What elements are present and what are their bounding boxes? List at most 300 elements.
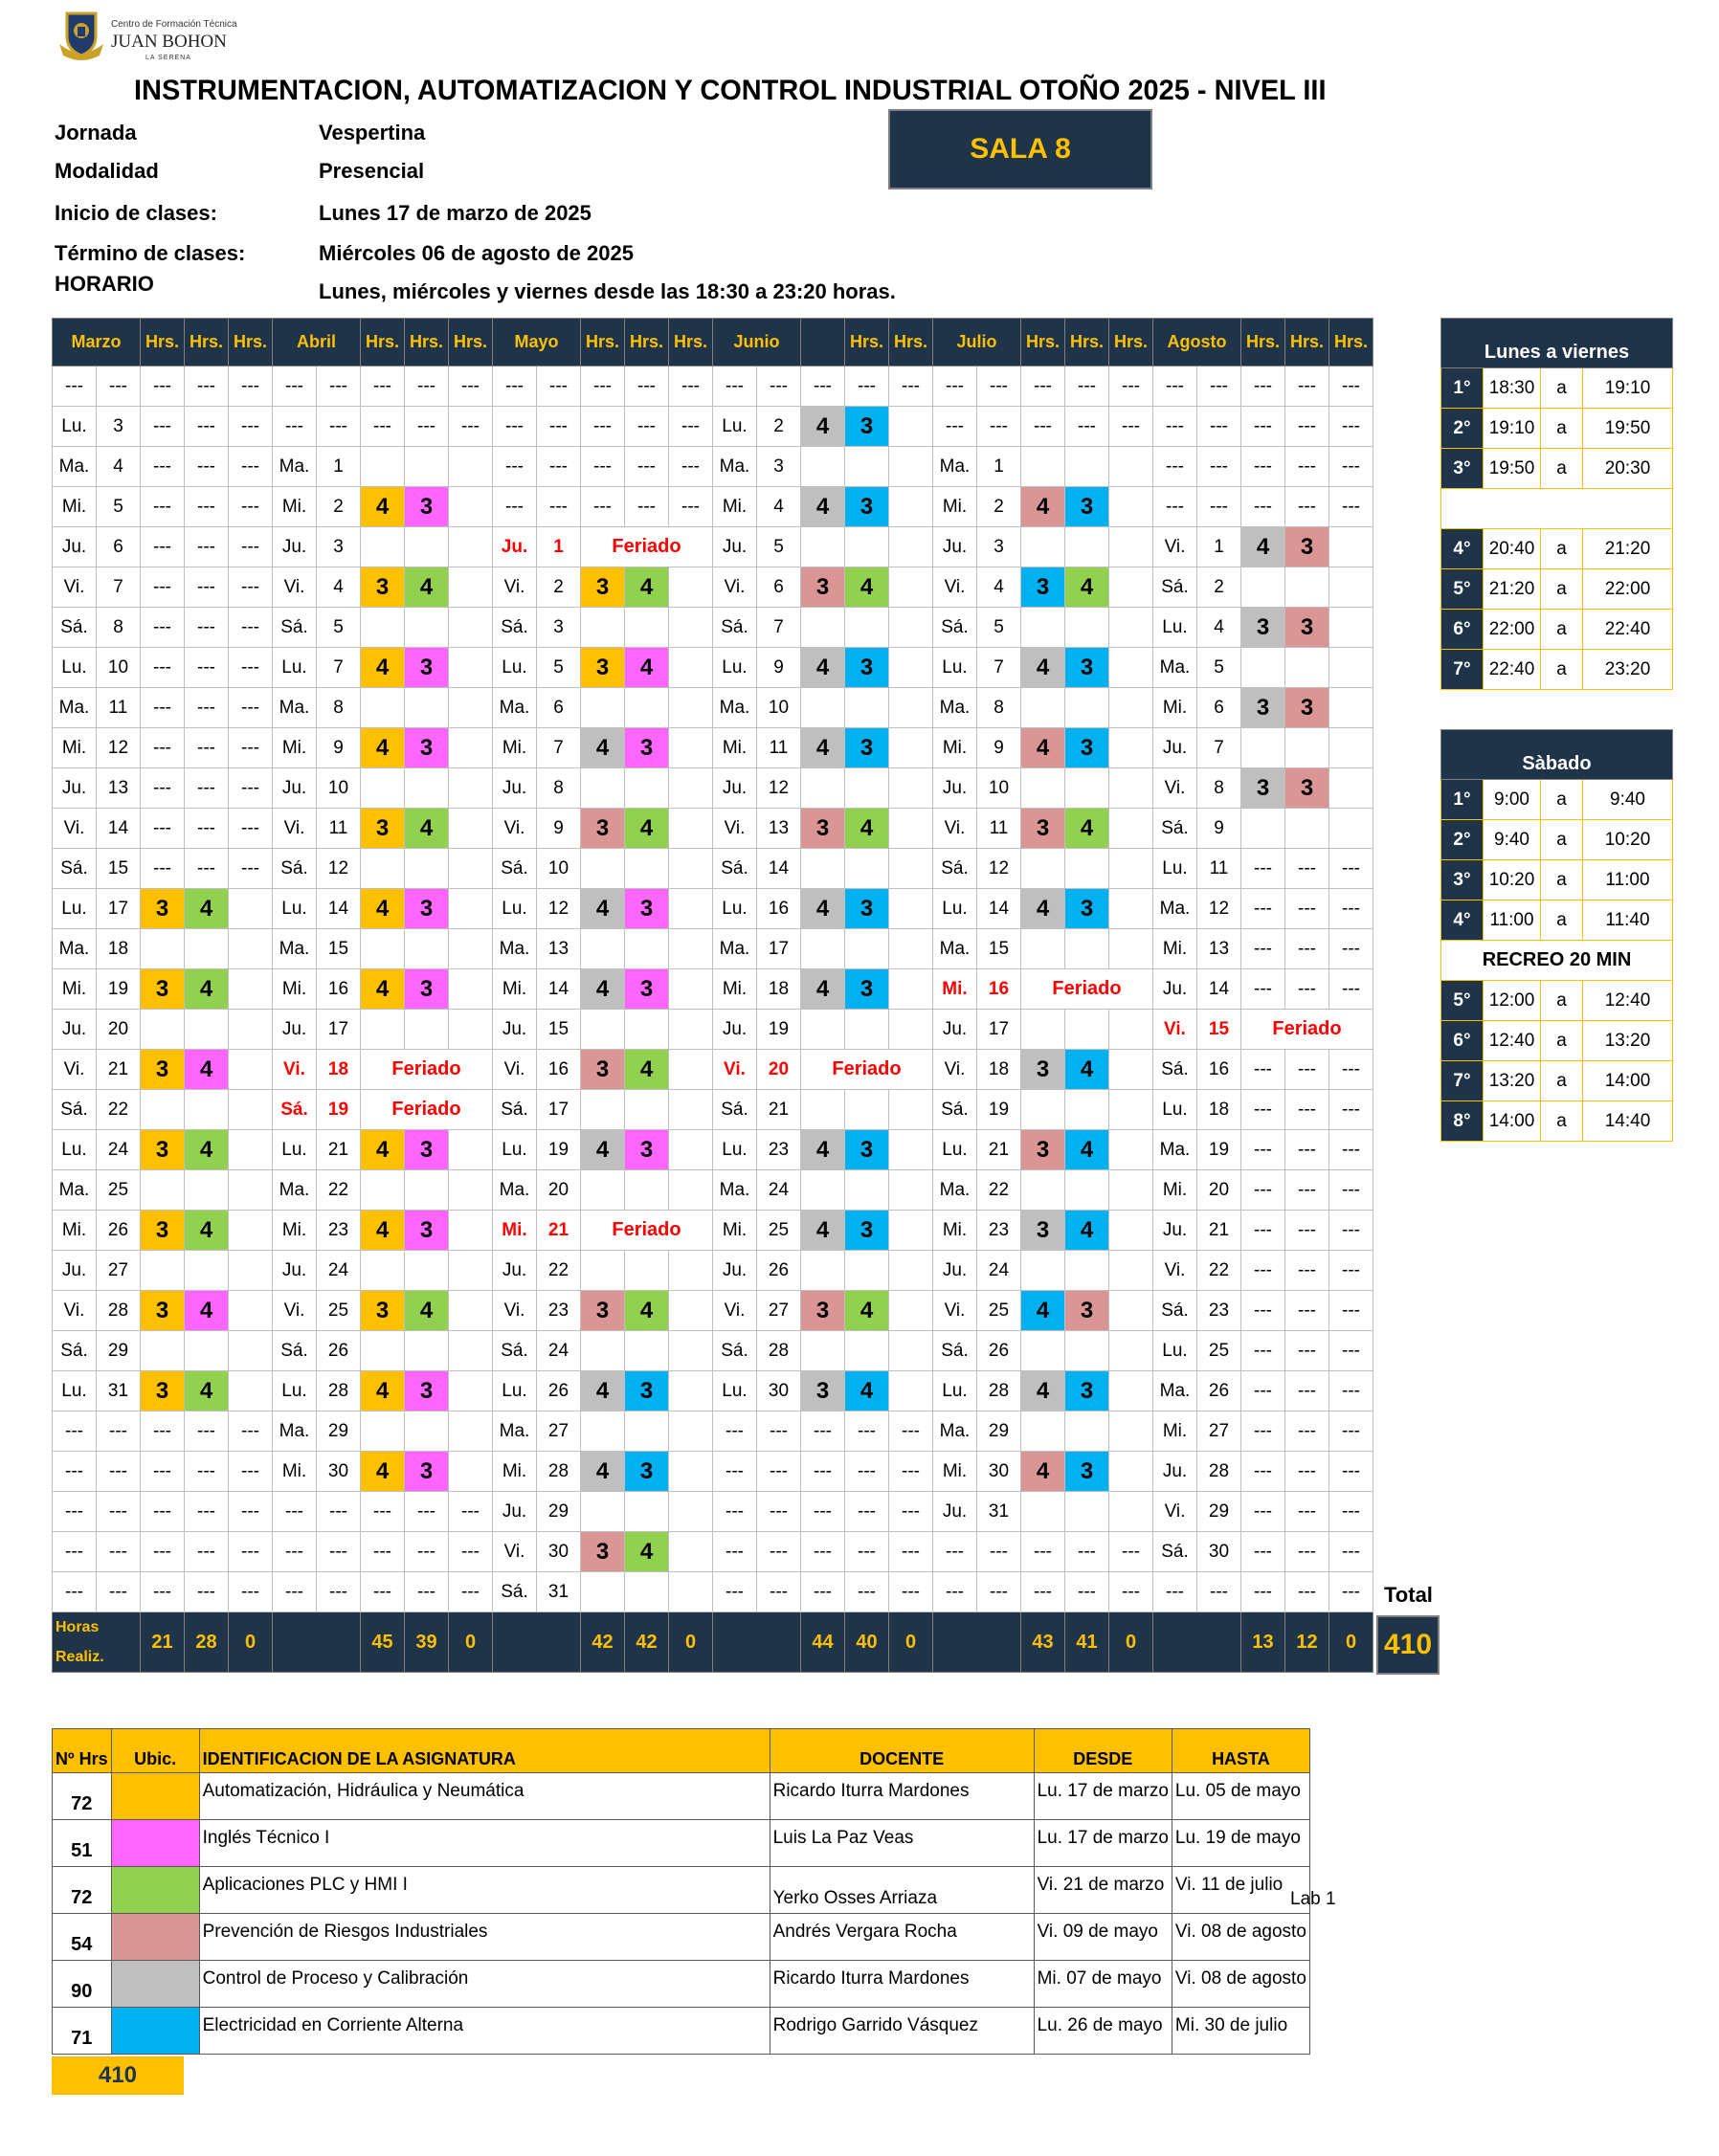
day-name: --- [933, 407, 977, 447]
class-hours: --- [1285, 849, 1329, 889]
day-name: --- [273, 1492, 317, 1532]
day-name: Sá. [493, 608, 537, 648]
class-hours [1065, 1492, 1109, 1532]
class-hours: --- [1329, 1331, 1373, 1371]
hours-column-header: Hrs. [405, 319, 449, 367]
subject-name: Inglés Técnico I [199, 1820, 770, 1867]
subject-color-swatch [111, 1773, 199, 1820]
class-hours-block: 4 [625, 648, 669, 688]
class-hours: --- [229, 367, 273, 407]
day-number: 1 [1197, 527, 1241, 567]
day-number: 11 [977, 809, 1021, 849]
class-hours: --- [229, 768, 273, 809]
class-hours: --- [1329, 1090, 1373, 1130]
class-hours [1109, 648, 1153, 688]
info-value-horario: Lunes, miércoles y viernes desde las 18:30 a 23:20 horas. [319, 279, 896, 303]
period-end: 10:20 [1583, 820, 1673, 860]
schedule-row [1441, 780, 1673, 820]
class-hours [449, 567, 493, 608]
totals-label-cell [933, 1612, 1021, 1673]
class-hours: --- [1329, 1050, 1373, 1090]
hours-column-header: Hrs. [229, 319, 273, 367]
day-name: Ju. [933, 527, 977, 567]
day-number: 11 [1197, 849, 1241, 889]
class-hours-block: 4 [185, 889, 229, 929]
day-number: 5 [97, 487, 141, 527]
period-number: 1° [1441, 780, 1484, 820]
class-hours [889, 1170, 933, 1211]
class-hours [449, 728, 493, 768]
holiday-day: Vi. [273, 1050, 317, 1090]
info-value-termino: Miércoles 06 de agosto de 2025 [319, 241, 634, 265]
class-hours [449, 969, 493, 1010]
subject-hours: 72 [53, 1867, 112, 1914]
class-hours [1065, 768, 1109, 809]
class-hours [185, 1010, 229, 1050]
class-hours [845, 1090, 889, 1130]
day-number: 27 [537, 1411, 581, 1452]
calendar-row [53, 1251, 1373, 1291]
day-name: Vi. [493, 809, 537, 849]
holiday-label: Feriado [1241, 1010, 1373, 1050]
class-hours [801, 1010, 845, 1050]
info-value-modalidad: Presencial [319, 159, 425, 183]
day-name: Mi. [933, 1211, 977, 1251]
class-hours [801, 768, 845, 809]
day-name: Mi. [273, 1211, 317, 1251]
class-hours: --- [845, 1492, 889, 1532]
class-hours [141, 1170, 185, 1211]
month-header: Marzo [53, 319, 141, 367]
schedule-title: Sàbado [1441, 730, 1673, 780]
day-name: Sá. [713, 608, 757, 648]
day-name: Ma. [1153, 648, 1197, 688]
class-hours: --- [185, 567, 229, 608]
class-hours-block: 4 [581, 889, 625, 929]
class-hours [1109, 1090, 1153, 1130]
class-hours-block: 4 [1021, 1452, 1065, 1492]
calendar-row [53, 527, 1373, 567]
class-hours: --- [1109, 1572, 1153, 1612]
class-hours: --- [229, 1492, 273, 1532]
class-hours [1021, 1492, 1065, 1532]
calendar-row [53, 1090, 1373, 1130]
class-hours [1329, 648, 1373, 688]
day-name: Ma. [273, 1170, 317, 1211]
day-name: Ma. [53, 447, 97, 487]
class-hours: --- [1241, 1170, 1285, 1211]
day-name: Sá. [1153, 1291, 1197, 1331]
class-hours: --- [141, 407, 185, 447]
class-hours [889, 1211, 933, 1251]
day-name: Mi. [493, 1452, 537, 1492]
calendar-row [53, 1170, 1373, 1211]
class-hours [1241, 567, 1285, 608]
day-name: Mi. [53, 1211, 97, 1251]
day-name: Lu. [713, 1371, 757, 1411]
class-hours: --- [669, 487, 713, 527]
class-hours [889, 447, 933, 487]
class-hours: --- [625, 367, 669, 407]
class-hours [889, 648, 933, 688]
day-number: 14 [757, 849, 801, 889]
class-hours [581, 1411, 625, 1452]
class-hours [449, 688, 493, 728]
day-name: --- [53, 367, 97, 407]
holiday-day: Mi. [493, 1211, 537, 1251]
day-name: Sá. [933, 849, 977, 889]
class-hours-block: 4 [801, 889, 845, 929]
day-name: --- [493, 407, 537, 447]
day-number: --- [1197, 1572, 1241, 1612]
period-end: 12:40 [1583, 981, 1673, 1021]
class-hours-block: 4 [845, 567, 889, 608]
class-hours: --- [141, 1532, 185, 1572]
day-number: 31 [97, 1371, 141, 1411]
class-hours [1065, 1251, 1109, 1291]
day-name: --- [933, 367, 977, 407]
class-hours: --- [229, 447, 273, 487]
day-number: 5 [317, 608, 361, 648]
day-number: 20 [537, 1170, 581, 1211]
day-name: Lu. [273, 1371, 317, 1411]
class-hours [1285, 728, 1329, 768]
period-separator: a [1541, 449, 1583, 489]
calendar-table [52, 318, 1373, 1673]
class-hours-block: 3 [625, 1130, 669, 1170]
class-hours [1109, 1371, 1153, 1411]
grand-total-value: 410 [1376, 1615, 1440, 1675]
day-number: 23 [757, 1130, 801, 1170]
day-number: 26 [1197, 1371, 1241, 1411]
day-number: --- [97, 367, 141, 407]
month-header: Mayo [493, 319, 581, 367]
class-hours [581, 1010, 625, 1050]
day-number: 18 [977, 1050, 1021, 1090]
class-hours-block: 4 [1065, 1130, 1109, 1170]
class-hours-block: 4 [801, 1211, 845, 1251]
class-hours-block: 3 [1065, 1371, 1109, 1411]
subject-end: Lu. 19 de mayo [1172, 1820, 1309, 1867]
class-hours [889, 929, 933, 969]
class-hours-block: 4 [185, 1291, 229, 1331]
class-hours [1109, 608, 1153, 648]
day-name: Vi. [493, 1050, 537, 1090]
class-hours [889, 688, 933, 728]
day-name: Ma. [273, 929, 317, 969]
class-hours [669, 1090, 713, 1130]
day-number: 18 [1197, 1090, 1241, 1130]
class-hours [229, 1090, 273, 1130]
calendar-row [53, 648, 1373, 688]
class-hours [405, 849, 449, 889]
class-hours [581, 849, 625, 889]
class-hours [669, 768, 713, 809]
class-hours [669, 1572, 713, 1612]
class-hours [1021, 1170, 1065, 1211]
class-hours: --- [405, 1492, 449, 1532]
day-name: Vi. [1153, 1251, 1197, 1291]
day-name: Vi. [713, 809, 757, 849]
day-number: 25 [97, 1170, 141, 1211]
class-hours [1109, 1170, 1153, 1211]
class-hours [405, 688, 449, 728]
institution-logo [54, 8, 237, 67]
class-hours: --- [141, 1411, 185, 1452]
class-hours: --- [449, 1492, 493, 1532]
class-hours: --- [141, 1572, 185, 1612]
class-hours: --- [889, 1452, 933, 1492]
class-hours [229, 1010, 273, 1050]
day-name: --- [1153, 367, 1197, 407]
schedule-row [1441, 449, 1673, 489]
class-hours [889, 728, 933, 768]
info-label-modalidad: Modalidad [55, 159, 159, 183]
class-hours [1109, 1411, 1153, 1452]
period-start: 19:50 [1484, 449, 1541, 489]
period-end: 19:50 [1583, 409, 1673, 449]
class-hours [1065, 1331, 1109, 1371]
class-hours [625, 929, 669, 969]
day-number: 22 [977, 1170, 1021, 1211]
class-hours [141, 1251, 185, 1291]
class-hours [1109, 487, 1153, 527]
day-name: Vi. [273, 567, 317, 608]
day-number: --- [537, 367, 581, 407]
subject-teacher: Ricardo Iturra Mardones [770, 1773, 1034, 1820]
class-hours: --- [801, 1572, 845, 1612]
day-name: Ma. [713, 1170, 757, 1211]
class-hours: --- [1285, 407, 1329, 447]
day-number: 2 [1197, 567, 1241, 608]
class-hours: --- [889, 1572, 933, 1612]
month-hours-total: 28 [185, 1612, 229, 1673]
class-hours: --- [1021, 407, 1065, 447]
class-hours: --- [845, 1452, 889, 1492]
class-hours [889, 1251, 933, 1291]
class-hours: --- [1241, 849, 1285, 889]
class-hours [229, 1251, 273, 1291]
day-number: 29 [1197, 1492, 1241, 1532]
class-hours-block: 3 [405, 969, 449, 1010]
class-hours: --- [1329, 1251, 1373, 1291]
class-hours: --- [1109, 407, 1153, 447]
class-hours-block: 3 [405, 648, 449, 688]
class-hours: --- [1329, 447, 1373, 487]
class-hours-block: 4 [581, 1452, 625, 1492]
class-hours-block: 3 [845, 969, 889, 1010]
day-number: 21 [97, 1050, 141, 1090]
day-number: 8 [977, 688, 1021, 728]
period-separator: a [1541, 368, 1583, 409]
day-name: Ju. [493, 1010, 537, 1050]
day-name: Lu. [273, 648, 317, 688]
class-hours [141, 1090, 185, 1130]
subject-teacher: Yerko Osses Arriaza [770, 1867, 1034, 1914]
legend-header: DOCENTE [770, 1729, 1034, 1773]
calendar-row [53, 1492, 1373, 1532]
month-hours-total: 0 [669, 1612, 713, 1673]
day-number: 13 [757, 809, 801, 849]
class-hours [801, 608, 845, 648]
day-number: 7 [317, 648, 361, 688]
class-hours [229, 1211, 273, 1251]
class-hours-block: 4 [361, 1211, 405, 1251]
day-name: Sá. [273, 608, 317, 648]
day-name: Ju. [273, 1010, 317, 1050]
class-hours: --- [361, 1492, 405, 1532]
period-separator: a [1541, 569, 1583, 610]
day-number: 28 [97, 1291, 141, 1331]
period-number: 6° [1441, 1021, 1484, 1061]
day-number: --- [317, 367, 361, 407]
day-name: Sá. [53, 1090, 97, 1130]
day-number: --- [537, 487, 581, 527]
class-hours: --- [1285, 1050, 1329, 1090]
class-hours: --- [1241, 447, 1285, 487]
subject-name: Aplicaciones PLC y HMI I [199, 1867, 770, 1914]
class-hours [405, 527, 449, 567]
class-hours: --- [845, 367, 889, 407]
day-name: --- [53, 1452, 97, 1492]
day-name: Ma. [53, 929, 97, 969]
schedule-header [1441, 730, 1673, 780]
class-hours-block: 3 [625, 728, 669, 768]
class-hours: --- [1329, 1411, 1373, 1452]
schedule-row [1441, 610, 1673, 650]
class-hours-block: 3 [1065, 1291, 1109, 1331]
day-number: 3 [757, 447, 801, 487]
class-hours [361, 768, 405, 809]
class-hours: --- [1285, 487, 1329, 527]
holiday-date: 1 [537, 527, 581, 567]
schedule-row [1441, 900, 1673, 941]
day-name: --- [713, 1572, 757, 1612]
day-number: 15 [537, 1010, 581, 1050]
day-name: --- [713, 367, 757, 407]
day-number: --- [757, 1492, 801, 1532]
day-name: Lu. [273, 1130, 317, 1170]
day-name: Lu. [933, 648, 977, 688]
class-hours-block: 3 [1065, 728, 1109, 768]
class-hours: --- [1241, 1572, 1285, 1612]
period-separator: a [1541, 1101, 1583, 1142]
holiday-label: Feriado [581, 527, 713, 567]
info-value-jornada: Vespertina [319, 121, 426, 144]
class-hours-block: 4 [1241, 527, 1285, 567]
class-hours [669, 1452, 713, 1492]
class-hours-block: 4 [361, 1452, 405, 1492]
day-number: 7 [537, 728, 581, 768]
day-name: Vi. [273, 809, 317, 849]
period-start: 9:40 [1484, 820, 1541, 860]
class-hours [1241, 728, 1285, 768]
class-hours [1065, 527, 1109, 567]
day-name: Ma. [713, 447, 757, 487]
class-hours [141, 1010, 185, 1050]
hours-column-header: Hrs. [1329, 319, 1373, 367]
day-number: 7 [97, 567, 141, 608]
class-hours: --- [1241, 1130, 1285, 1170]
day-name: Mi. [1153, 1411, 1197, 1452]
class-hours: --- [229, 1411, 273, 1452]
class-hours: --- [1285, 929, 1329, 969]
calendar-row [53, 1532, 1373, 1572]
class-hours [141, 929, 185, 969]
class-hours [185, 1331, 229, 1371]
day-name: Lu. [713, 889, 757, 929]
period-number: 4° [1441, 900, 1484, 941]
day-name: Mi. [713, 728, 757, 768]
subject-name: Control de Proceso y Calibración [199, 1961, 770, 2008]
class-hours [845, 768, 889, 809]
period-separator: a [1541, 981, 1583, 1021]
class-hours [669, 1371, 713, 1411]
day-name: Mi. [493, 969, 537, 1010]
day-name: Lu. [493, 1371, 537, 1411]
day-name: Mi. [273, 487, 317, 527]
day-name: Lu. [53, 1371, 97, 1411]
class-hours-block: 3 [625, 969, 669, 1010]
day-number: 19 [757, 1010, 801, 1050]
month-header: Abril [273, 319, 361, 367]
legend-row [53, 1961, 1310, 2008]
class-hours: --- [1285, 367, 1329, 407]
class-hours-block: 4 [581, 1371, 625, 1411]
class-hours [1109, 527, 1153, 567]
class-hours-block: 4 [845, 1371, 889, 1411]
subject-start: Vi. 21 de marzo [1034, 1867, 1172, 1914]
class-hours [669, 889, 713, 929]
class-hours-block: 4 [361, 728, 405, 768]
day-name: Sá. [1153, 1532, 1197, 1572]
class-hours [405, 1251, 449, 1291]
period-number: 3° [1441, 860, 1484, 900]
day-number: --- [757, 1452, 801, 1492]
class-hours-block: 3 [1021, 1050, 1065, 1090]
class-hours [669, 1170, 713, 1211]
class-hours-block: 3 [405, 1452, 449, 1492]
subject-hours: 71 [53, 2008, 112, 2055]
class-hours [889, 527, 933, 567]
class-hours-block: 4 [801, 487, 845, 527]
day-name: Sá. [1153, 567, 1197, 608]
day-number: 13 [537, 929, 581, 969]
class-hours [1021, 849, 1065, 889]
schedule-row [1441, 941, 1673, 981]
day-number: 26 [537, 1371, 581, 1411]
subject-color-swatch [111, 2008, 199, 2055]
day-number: 17 [977, 1010, 1021, 1050]
class-hours [889, 809, 933, 849]
day-name: Sá. [273, 1331, 317, 1371]
class-hours [1109, 688, 1153, 728]
period-end: 13:20 [1583, 1021, 1673, 1061]
day-number: 17 [537, 1090, 581, 1130]
day-name: Lu. [713, 648, 757, 688]
class-hours: --- [141, 688, 185, 728]
period-end: 21:20 [1583, 529, 1673, 569]
day-name: Ma. [53, 1170, 97, 1211]
schedule-row [1441, 1101, 1673, 1142]
class-hours [1109, 1050, 1153, 1090]
class-hours [1329, 728, 1373, 768]
period-number: 5° [1441, 569, 1484, 610]
day-number: 24 [537, 1331, 581, 1371]
class-hours [1285, 648, 1329, 688]
class-hours [405, 608, 449, 648]
class-hours: --- [1329, 1130, 1373, 1170]
